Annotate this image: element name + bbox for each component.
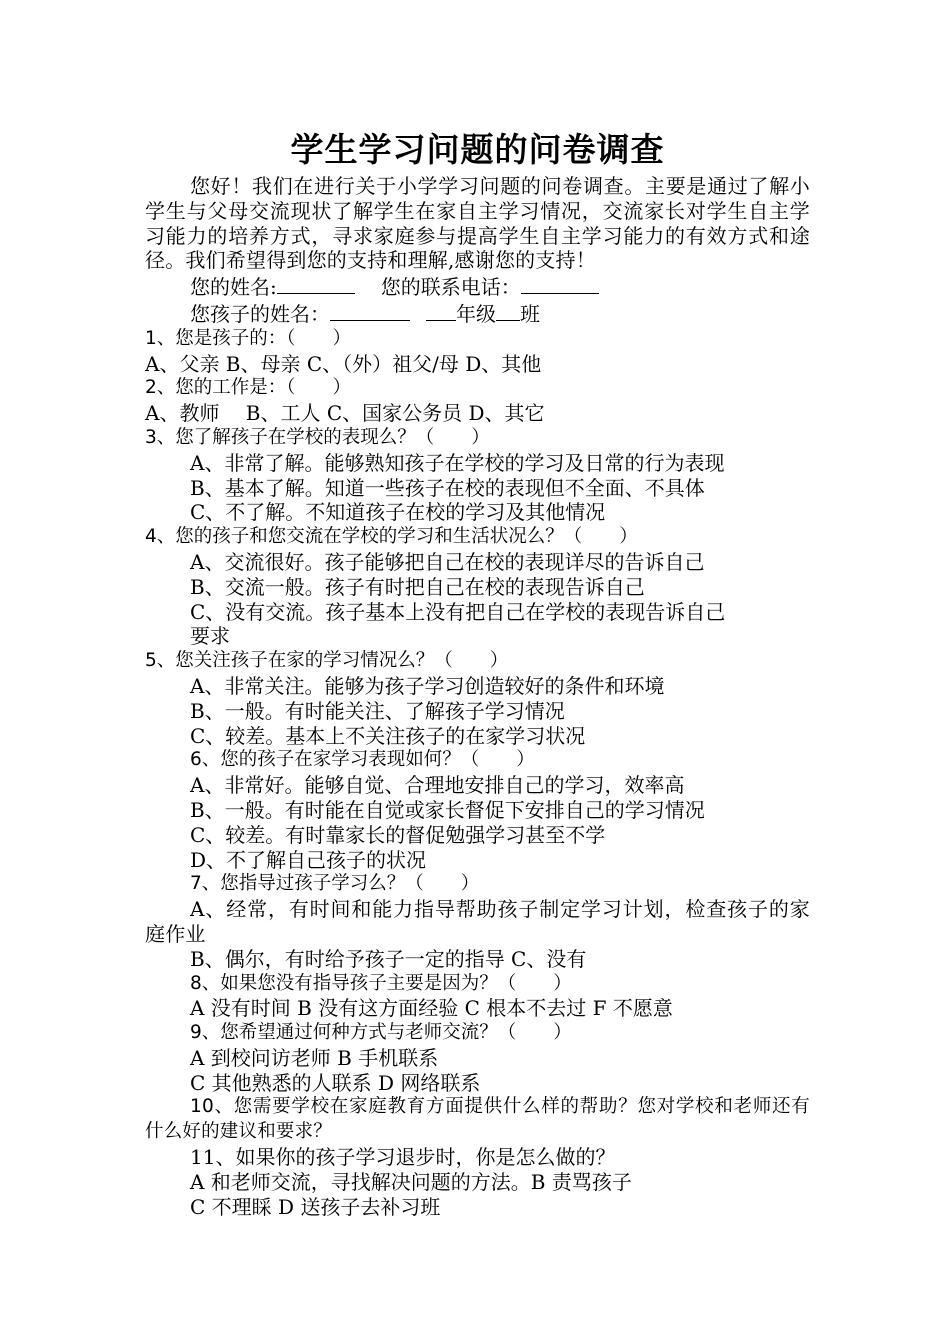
- question-3-option-b: B、基本了解。知道一些孩子在校的表现但不全面、不具体: [190, 475, 705, 500]
- page-title: 学生学习问题的问卷调查: [290, 130, 665, 169]
- phone-label: 您的联系电话：: [380, 275, 521, 300]
- question-11-options-line-2: C 不理睬 D 送孩子去补习班: [190, 1194, 441, 1219]
- question-10: 10、您需要学校在家庭教育方面提供什么样的帮助？您对学校和老师还有什么好的建议和要求？: [145, 1096, 810, 1143]
- phone-blank[interactable]: [521, 273, 599, 294]
- document-content: [145, 128, 810, 1219]
- question-6-option-d: D、不了解自己孩子的状况: [190, 847, 427, 872]
- question-8-options: A 没有时间 B 没有这方面经验 C 根本不去过 F 不愿意: [190, 996, 673, 1021]
- question-8: 8、如果您没有指导孩子主要是因为？（ ）: [190, 972, 572, 994]
- question-9-options-line-2: C 其他熟悉的人联系 D 网络联系: [190, 1070, 481, 1095]
- question-4-option-a: A、交流很好。孩子能够把自己在校的表现详尽的告诉自己: [190, 549, 705, 574]
- question-9-options-line-1: A 到校问访老师 B 手机联系: [190, 1045, 439, 1070]
- question-3-option-c: C、不了解。不知道孩子在校的学习及其他情况: [190, 500, 606, 525]
- question-5-option-a: A、非常关注。能够为孩子学习创造较好的条件和环境: [190, 673, 665, 698]
- question-5-option-c: C、较差。基本上不关注孩子的在家学习状况: [190, 723, 586, 748]
- question-4: 4、您的孩子和您交流在学校的学习和生活状况么？（ ）: [145, 526, 638, 548]
- name-label: 您的姓名:: [190, 275, 277, 300]
- question-1: 1、您是孩子的：（ ）: [145, 327, 352, 349]
- class-blank[interactable]: [496, 300, 520, 321]
- grade-label: 年级: [456, 301, 496, 326]
- question-6-option-b: B、一般。有时能在自觉或家长督促下安排自己的学习情况: [190, 797, 705, 822]
- class-label: 班: [520, 301, 540, 326]
- question-1-options: A、父亲 B、母亲 C、（外）祖父/母 D、其他: [145, 351, 542, 376]
- child-info-line: [145, 300, 810, 327]
- question-4-option-c-continued: 要求: [190, 624, 230, 649]
- question-6-option-a: A、非常好。能够自觉、合理地安排自己的学习，效率高: [190, 773, 685, 798]
- question-11-options-line-1: A 和老师交流，寻找解决问题的方法。B 责骂孩子: [190, 1169, 632, 1194]
- question-9: 9、您希望通过何种方式与老师交流？（ ）: [190, 1022, 572, 1044]
- grade-blank[interactable]: [426, 300, 456, 321]
- question-5-option-b: B、一般。有时能关注、了解孩子学习情况: [190, 698, 565, 723]
- question-2-options: A、教师 B、工人 C、国家公务员 D、其它: [145, 401, 545, 426]
- question-3-option-a: A、非常了解。能够熟知孩子在学校的学习及日常的行为表现: [190, 450, 725, 475]
- question-6-option-c: C、较差。有时靠家长的督促勉强学习甚至不学: [190, 822, 606, 847]
- question-7-option-b: B、偶尔，有时给予孩子一定的指导 C、没有: [190, 946, 587, 971]
- child-name-blank[interactable]: [330, 300, 410, 321]
- question-5: 5、您关注孩子在家的学习情况么？（ ）: [145, 650, 509, 672]
- question-4-option-c: C、没有交流。孩子基本上没有把自己在学校的表现告诉自己: [190, 599, 726, 624]
- question-7: 7、您指导过孩子学习么？（ ）: [190, 873, 480, 895]
- intro-paragraph: 您好！我们在进行关于小学学习问题的问卷调查。主要是通过了解小学生与父母交流现状了解学生在家自主学习情况，交流家长对学生自主学习能力的培养方式，寻求家庭参与提高学生自主学习能力的有效方式和途径。我们希望得到您的支持和理解,感谢您的支持！: [145, 174, 810, 273]
- question-7-option-a: A、经常，有时间和能力指导帮助孩子制定学习计划，检查孩子的家庭作业: [145, 897, 810, 946]
- question-6: 6、您的孩子在家学习表现如何？（ ）: [190, 749, 535, 771]
- question-3: 3、您了解孩子在学校的表现么？（ ）: [145, 426, 490, 448]
- child-name-label: 您孩子的姓名：: [190, 301, 330, 326]
- name-blank[interactable]: [277, 273, 355, 294]
- parent-info-line: [145, 273, 810, 300]
- question-2: 2、您的工作是：（ ）: [145, 377, 352, 399]
- question-4-option-b: B、交流一般。孩子有时把自己在校的表现告诉自己: [190, 574, 645, 599]
- question-11: 11、如果你的孩子学习退步时，你是怎么做的？: [190, 1145, 616, 1170]
